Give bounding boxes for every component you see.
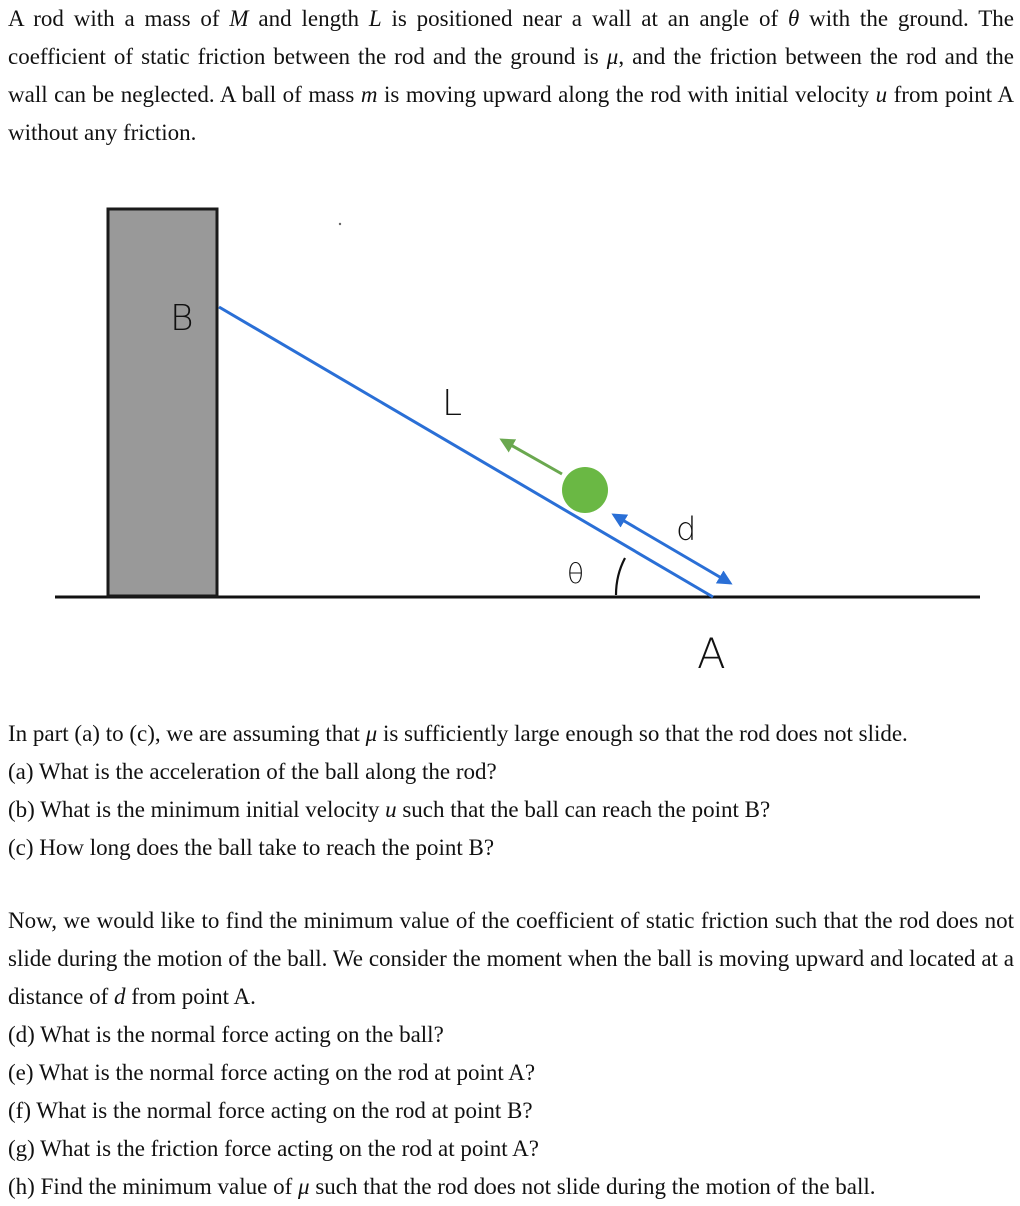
intro-text: , and the friction between the rod and the wall can be neglected. A ball of mass xyxy=(8,44,1014,107)
var-m: m xyxy=(360,82,378,107)
rod xyxy=(219,307,713,597)
question-h-text: such that the rod does not slide during the motion of the ball. xyxy=(309,1174,876,1199)
label-L: L xyxy=(442,383,463,424)
stray-dot xyxy=(339,223,341,225)
label-theta: θ xyxy=(567,557,585,590)
intro-text: and length xyxy=(248,6,369,31)
var-mu: μ xyxy=(298,1174,310,1199)
var-d: d xyxy=(114,984,126,1009)
part-two-intro xyxy=(8,902,1014,1016)
label-B: B xyxy=(170,298,194,339)
intro-text: A rod with a mass of xyxy=(8,6,230,31)
question-b xyxy=(8,791,1014,829)
question-f: (f) What is the normal force acting on the rod at point B? xyxy=(8,1098,533,1123)
intro-text: is moving upward along the rod with initial velocity xyxy=(377,82,876,107)
question-b-text: (b) What is the minimum initial velocity xyxy=(8,797,386,822)
question-b-text: such that the ball can reach the point B? xyxy=(396,797,771,822)
question-h xyxy=(8,1168,1014,1206)
wall xyxy=(108,209,217,596)
part-one xyxy=(8,715,1014,867)
var-mu: μ xyxy=(365,721,378,746)
part-one-text: is sufficiently large enough so that the rod does not slide. xyxy=(377,721,908,746)
rod-wall-diagram xyxy=(0,150,1020,690)
question-d: (d) What is the normal force acting on the ball? xyxy=(8,1022,444,1047)
question-a: (a) What is the acceleration of the ball along the rod? xyxy=(8,759,497,784)
intro-text: with the ground. The coefficient of static friction between the rod and the ground is xyxy=(8,6,1014,69)
question-g: (g) What is the friction force acting on the rod at point A? xyxy=(8,1136,539,1161)
ball xyxy=(562,467,608,513)
var-u: u xyxy=(875,82,888,107)
question-c: (c) How long does the ball take to reach the point B? xyxy=(8,835,495,860)
var-mu: μ xyxy=(606,44,619,69)
part-one-text: In part (a) to (c), we are assuming that xyxy=(8,721,366,746)
intro-text: is positioned near a wall at an angle of xyxy=(381,6,789,31)
var-u: u xyxy=(385,797,397,822)
var-L: L xyxy=(368,6,382,31)
question-e: (e) What is the normal force acting on the rod at point A? xyxy=(8,1060,536,1085)
problem-statement xyxy=(8,0,1014,152)
question-h-text: (h) Find the minimum value of xyxy=(8,1174,299,1199)
part-two-text: from point A. xyxy=(125,984,256,1009)
var-M: M xyxy=(229,6,249,31)
label-d: d xyxy=(676,510,697,548)
part-two xyxy=(8,902,1014,1206)
part-two-text: Now, we would like to find the minimum value of the coefficient of static friction such that the rod does not slide during the motion of the ball. We consider the moment when the ball is moving upward and located at a distance of xyxy=(8,908,1014,1009)
problem-intro xyxy=(8,0,1014,152)
intro-text: from point A without any friction. xyxy=(8,82,1014,145)
label-A: A xyxy=(697,629,726,678)
var-theta: θ xyxy=(788,6,800,31)
velocity-arrow xyxy=(502,440,562,474)
angle-mark xyxy=(616,558,625,595)
part-one-intro xyxy=(8,715,1014,753)
